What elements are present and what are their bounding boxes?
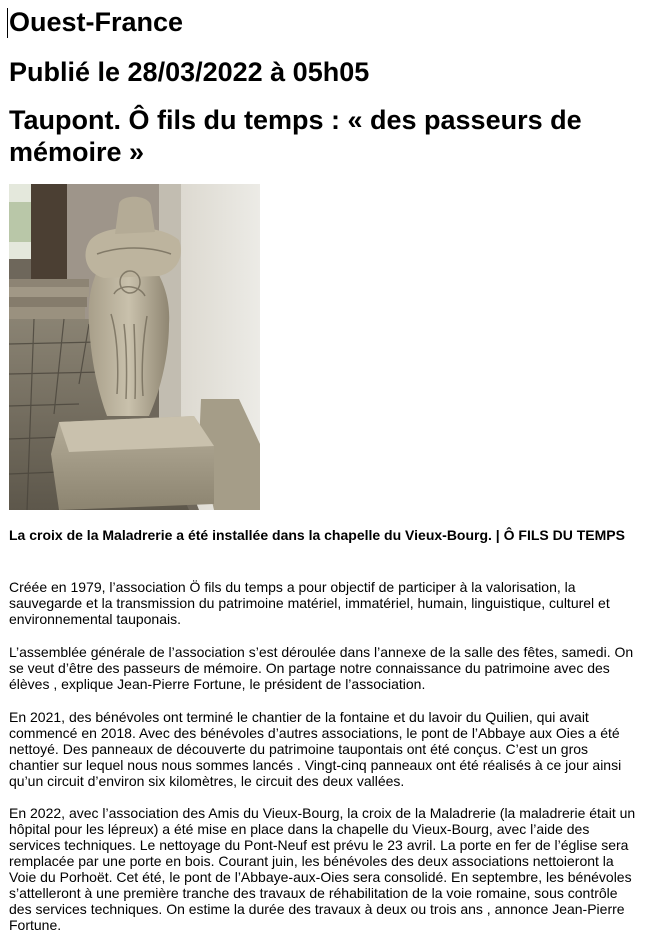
article-paragraph-1: Créée en 1979, l’association Ö fils du temps a pour objectif de participer à la valorisation, la sauvegarde et la transmission du patrimoine matériel, immatériel, humain, linguistique, culturel et environnemental tauponais. xyxy=(9,579,610,627)
article-paragraph-2: L’assemblée générale de l’association s’est déroulée dans l’annexe de la salle des fêtes, samedi. On se veut d’être des passeurs de mémoire. On partage notre connaissance du patrimoine avec des élèves , explique Jean-Pierre Fortune, le président de l’association. xyxy=(9,644,634,692)
article-paragraph-4: En 2022, avec l’association des Amis du Vieux-Bourg, la croix de la Maladrerie (la maladrerie était un hôpital pour les lépreux) a été mise en place dans la chapelle du Vieux-Bourg, avec l’aide des services techniques. Le nettoyage du Pont-Neuf est prévu le 23 avril. La porte en fer de l’église sera remplacée par une porte en bois. Courant juin, les bénévoles des deux associations nettoieront la Voie du Porhoët. Cet été, le pont de l’Abbaye-aux-Oies sera consolidé. En septembre, les bénévoles s’attelleront à une première tranche des travaux de réhabilitation de la voie romaine, sous contrôle des services techniques. On estime la durée des travaux à deux ou trois ans , annonce Jean-Pierre Fortune. xyxy=(9,805,636,933)
publication-date: Publié le 28/03/2022 à 05h05 xyxy=(9,57,370,87)
photo-caption: La croix de la Maladrerie a été installée dans la chapelle du Vieux-Bourg. | Ô FILS DU TEMPS xyxy=(9,527,625,543)
newspaper-name: Ouest-France xyxy=(9,7,184,37)
stone-cross-photo xyxy=(9,184,260,510)
article-headline: Taupont. Ô fils du temps : « des passeurs de mémoire » xyxy=(9,105,582,167)
text-cursor xyxy=(7,8,8,38)
article-paragraph-3: En 2021, des bénévoles ont terminé le chantier de la fontaine et du lavoir du Quilien, qui avait commencé en 2018. Avec des bénévoles d’autres associations, le pont de l’Abbaye aux Oies a été nettoyé. Des panneaux de découverte du patrimoine taupontais ont été conçus. C’est un gros chantier sur lequel nous nous sommes lancés . Vingt-cinq panneaux ont été réalisés à ce jour ainsi qu’un circuit d’environ six kilomètres, le circuit des deux vallées. xyxy=(9,709,622,789)
